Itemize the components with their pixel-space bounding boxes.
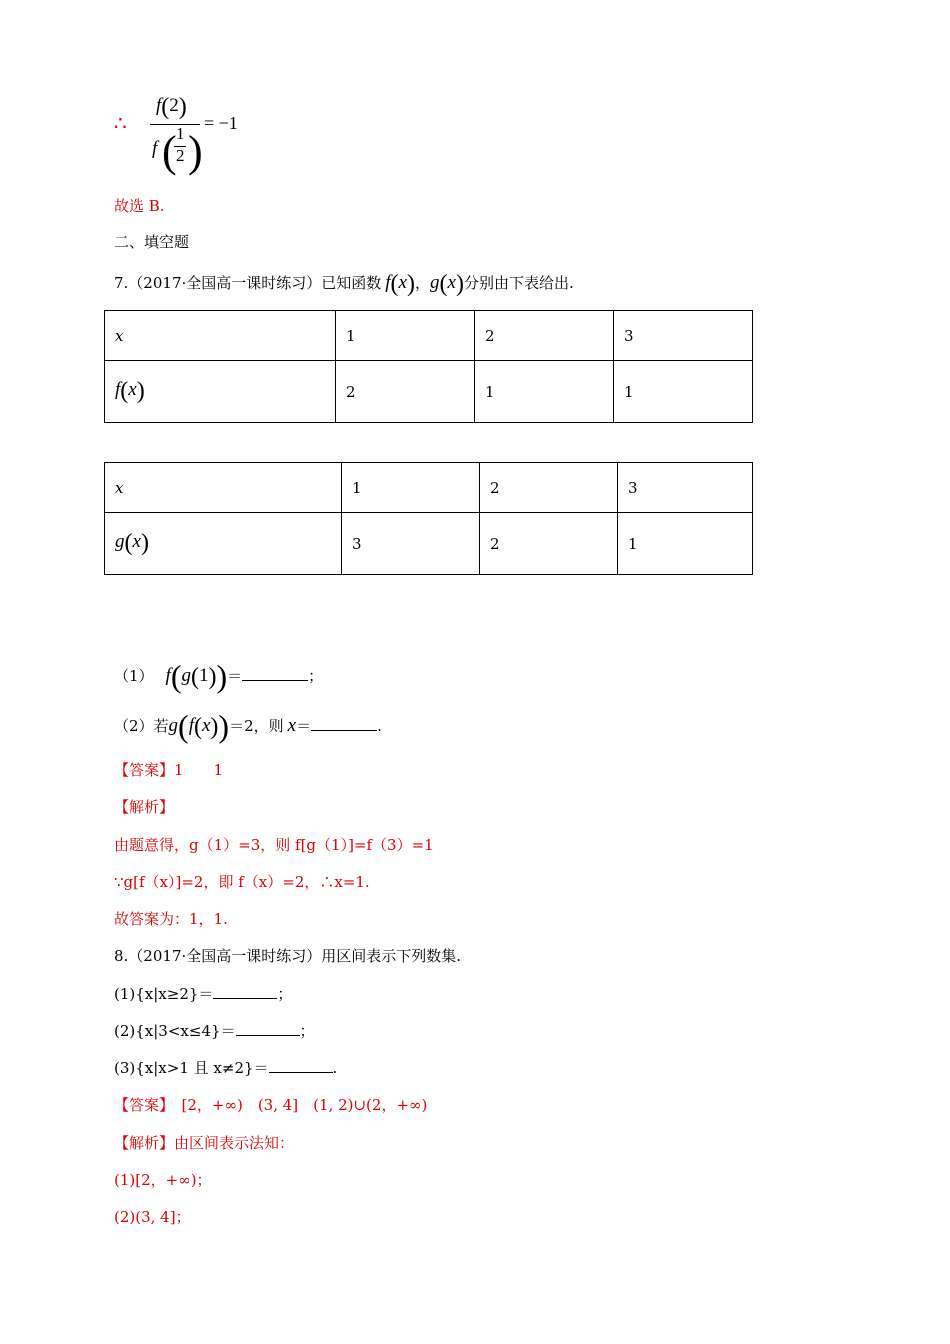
table-cell: g(x) <box>105 513 342 575</box>
frac-num-fn: f <box>156 95 162 116</box>
table-row <box>105 513 753 575</box>
table-row <box>105 311 753 361</box>
table-cell: f(x) <box>105 361 336 423</box>
table-cell: 1 <box>336 311 475 361</box>
table-g <box>104 462 753 575</box>
table-cell: 2 <box>480 463 618 513</box>
section-heading: 二、填空题 <box>114 233 190 251</box>
table-f <box>104 310 753 423</box>
table-cell: 1 <box>614 361 753 423</box>
q8-analysis: 【解析】由区间表示法知： <box>114 1134 295 1152</box>
table-cell: x <box>105 463 342 513</box>
table-cell: 2 <box>336 361 475 423</box>
q7-sub1: （1） f(g(1))＝ ； <box>114 658 324 694</box>
table-cell: x <box>105 311 336 361</box>
q8-intro: 8.（2017·全国高一课时练习）用区间表示下列数集. <box>114 947 462 965</box>
fraction-rhs: = −1 <box>204 113 238 133</box>
q8-analysis-2: (2)(3, 4]； <box>114 1208 191 1226</box>
frac-den-den: 2 <box>176 146 185 165</box>
table-cell: 1 <box>475 361 614 423</box>
table-cell: 3 <box>618 463 753 513</box>
q7-analysis-tag: 【解析】 <box>114 798 175 816</box>
therefore-mark: ∴ <box>114 113 127 135</box>
frac-num-arg: 2 <box>169 95 179 116</box>
q7-analysis-1: 由题意得，g（1）=3，则 f[g（1）]=f（3）=1 <box>114 836 434 854</box>
fraction-expression: f(2) f ( 1 2 ) = −1 <box>152 94 238 176</box>
q8-item3: (3){x|x>1 且 x≠2}＝ . <box>114 1059 338 1077</box>
table-cell: 3 <box>614 311 753 361</box>
q7-analysis-2: ∵g[f（x）]=2，即 f（x）=2，∴x=1. <box>114 873 370 891</box>
table-cell: 3 <box>342 513 480 575</box>
table-cell: 1 <box>342 463 480 513</box>
q8-item2: (2){x|3<x≤4}＝ ； <box>114 1022 315 1040</box>
q8-answer: 【答案】 [2，+∞) (3, 4] (1, 2)∪(2，+∞) <box>114 1096 428 1114</box>
answer-blank <box>242 666 308 681</box>
answer-blank <box>269 1058 333 1073</box>
table-row <box>105 361 753 423</box>
q8-item1: (1){x|x≥2}＝ ； <box>114 985 293 1003</box>
answer-blank <box>236 1021 300 1036</box>
table-cell: 1 <box>618 513 753 575</box>
table-cell: 2 <box>480 513 618 575</box>
table-cell: 2 <box>475 311 614 361</box>
q7-analysis-3: 故答案为：1，1. <box>114 910 228 928</box>
answer-blank <box>213 984 277 999</box>
q7-intro: 7.（2017·全国高一课时练习）已知函数 f(x)，g(x)分别由下表给出. <box>114 271 574 297</box>
answer-blank <box>311 716 377 731</box>
fraction-bar <box>150 124 200 125</box>
q7-answer: 【答案】1 1 <box>114 761 224 779</box>
frac-den-fn: f <box>152 138 158 159</box>
choose-b-text: 故选 B. <box>114 197 165 215</box>
frac-den-num: 1 <box>176 124 185 143</box>
q7-sub2: （2）若g(f(x))＝2，则 x＝ . <box>114 708 382 744</box>
table-row <box>105 463 753 513</box>
q8-analysis-1: (1)[2，+∞)； <box>114 1171 212 1189</box>
